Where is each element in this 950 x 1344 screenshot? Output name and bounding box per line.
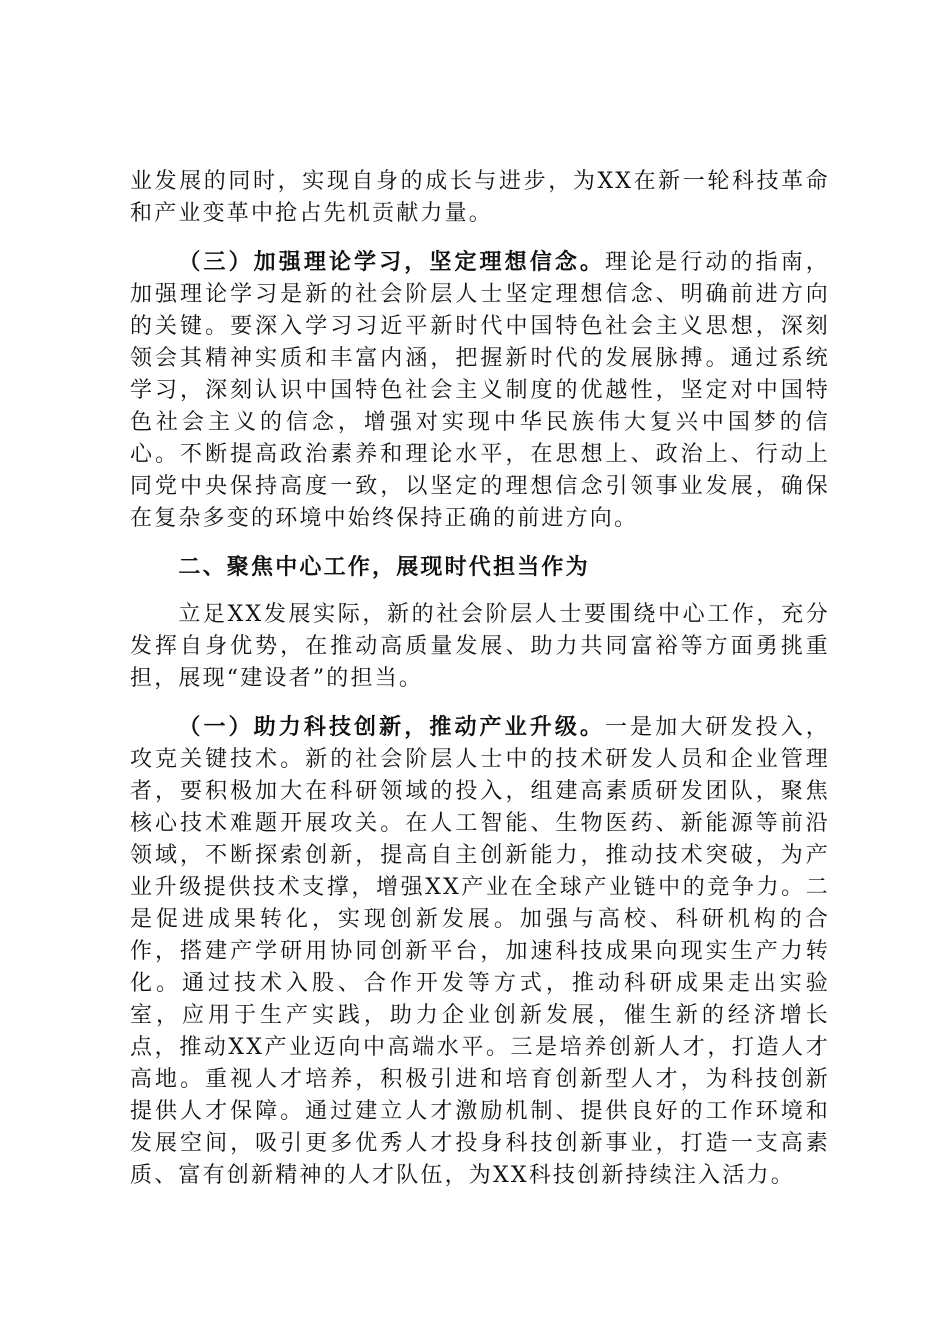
paragraph-continuation [130, 166, 830, 230]
section-heading: 二、聚焦中心工作，展现时代担当作为 [178, 554, 590, 580]
paragraph-bold-lead: （一）助力科技创新，推动产业升级。 [178, 714, 606, 740]
paragraph-intro [130, 599, 830, 695]
paragraph-tech-innovation [130, 711, 830, 1192]
paragraph-text: 立足XX发展实际，新的社会阶层人士要围绕中心工作，充分发挥自身优势，在推动高质量发展、助力共同富裕等方面勇挑重担，展现“建设者”的担当。 [130, 602, 830, 691]
paragraph-text: 一是加大研发投入，攻克关键技术。新的社会阶层人士中的技术研发人员和企业管理者，要积极加大在科研领域的投入，组建高素质研发团队，聚焦核心技术难题开展攻关。在人工智能、生物医药、新能源等前沿领域，不断探索创新，提高自主创新能力，推动技术突破，为产业升级提供技术支撑，增强XX产业在全球产业链中的竞争力。二是促进成果转化，实现创新发展。加强与高校、科研机构的合作，搭建产学研用协同创新平台，加速科技成果向现实生产力转化。通过技术入股、合作开发等方式，推动科研成果走出实验室，应用于生产实践，助力企业创新发展，催生新的经济增长点，推动XX产业迈向中高端水平。三是培养创新人才，打造人才高地。重视人才培养，积极引进和培育创新型人才，为科技创新提供人才保障。通过建立人才激励机制、提供良好的工作环境和发展空间，吸引更多优秀人才投身科技创新事业，打造一支高素质、富有创新精神的人才队伍，为XX科技创新持续注入活力。 [130, 715, 830, 1188]
paragraph-bold-lead: （三）加强理论学习，坚定理想信念。 [178, 249, 606, 275]
paragraph-text: 理论是行动的指南，加强理论学习是新的社会阶层人士坚定理想信念、明确前进方向的关键。要深入学习习近平新时代中国特色社会主义思想，深刻领会其精神实质和丰富内涵，把握新时代的发展脉搏。通过系统学习，深刻认识中国特色社会主义制度的优越性，坚定对中国特色社会主义的信念，增强对实现中华民族伟大复兴中国梦的信心。不断提高政治素养和理论水平，在思想上、政治上、行动上同党中央保持高度一致，以坚定的理想信念引领事业发展，确保在复杂多变的环境中始终保持正确的前进方向。 [130, 250, 830, 531]
document-page [130, 166, 830, 1208]
paragraph-theory-study [130, 246, 830, 535]
paragraph-text: 业发展的同时，实现自身的成长与进步，为XX在新一轮科技革命和产业变革中抢占先机贡献力量。 [130, 169, 830, 226]
